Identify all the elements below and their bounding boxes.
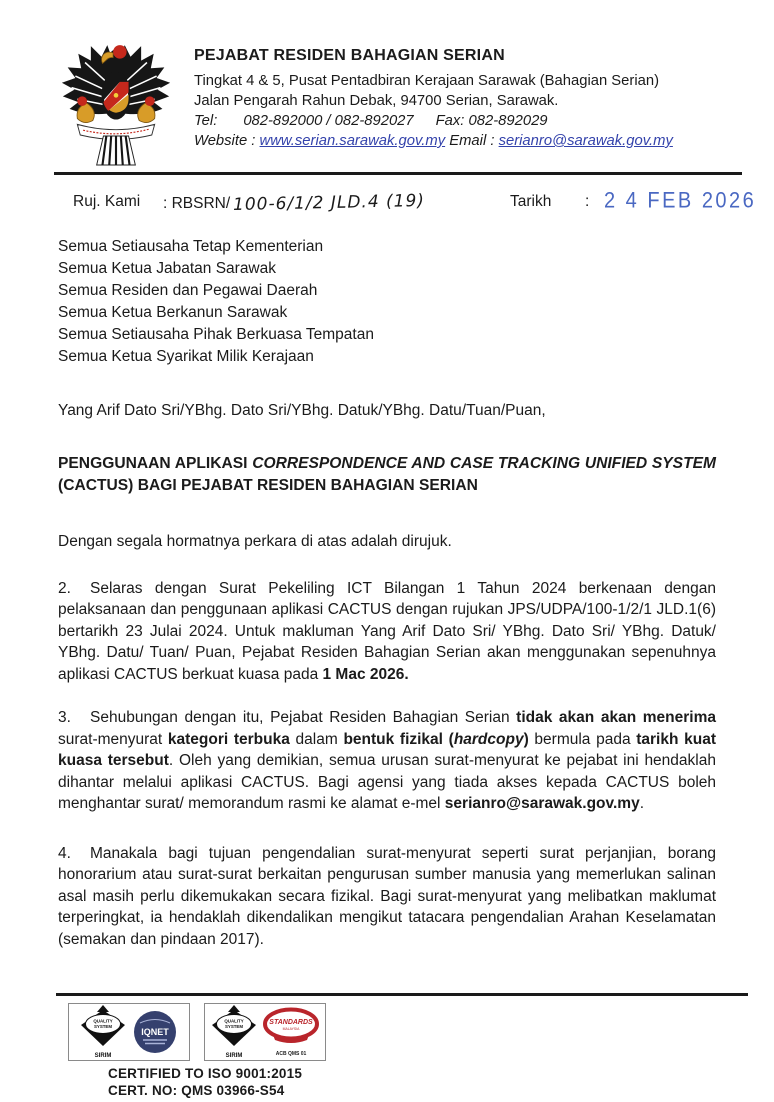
paragraph-3 xyxy=(58,707,716,815)
paragraph-text: Sehubungan dengan itu, Pejabat Residen Bahagian Serian tidak akan akan menerima surat-menyurat kategori terbuka dalam bentuk fizikal (hardcopy) bermula pada tarikh kuat kuasa tersebut. Oleh yang demikian, semua urusan surat-menyurat ke pejabat ini hendaklah dihantar melalui aplikasi CACTUS. Bagi agensi yang tiada akses kepada CACTUS boleh menghantar surat/ memorandum rasmi ke alamat e-mel serianro@sarawak.gov.my. xyxy=(58,709,716,812)
recipient-line: Semua Ketua Syarikat Milik Kerajaan xyxy=(58,348,314,365)
subject-line: PENGGUNAAN APLIKASI CORRESPONDENCE AND CASE TRACKING UNIFIED SYSTEM (CACTUS) BAGI PEJABAT RESIDEN BAHAGIAN SERIAN xyxy=(58,455,716,494)
svg-text:ACB QMS 01: ACB QMS 01 xyxy=(275,1051,306,1057)
sirim-standards-badge xyxy=(204,1003,326,1061)
iso-certification-text xyxy=(108,1065,748,1099)
ref-label: Ruj. Kami xyxy=(73,193,141,210)
sarawak-coat-of-arms-icon xyxy=(58,40,174,172)
iqnet-mark-icon xyxy=(132,1009,178,1055)
svg-text:STANDARDS: STANDARDS xyxy=(268,1019,313,1026)
recipient-line: Semua Ketua Berkanun Sarawak xyxy=(58,304,288,321)
recipient-line: Semua Residen dan Pegawai Daerah xyxy=(58,282,318,299)
svg-text:MALAYSIA: MALAYSIA xyxy=(282,1027,299,1031)
paragraph-intro xyxy=(58,531,716,553)
office-name: PEJABAT RESIDEN BAHAGIAN SERIAN xyxy=(194,47,505,64)
office-address-line1: Tingkat 4 & 5, Pusat Pentadbiran Kerajaan Sarawak (Bahagian Serian) xyxy=(194,73,660,89)
paragraph-text: Manakala bagi tujuan pengendalian surat-menyurat seperti surat perjanjian, borang honorarium atau surat-surat berkaitan pengurusan sumber manusia yang memerlukan salinan asal masih perlu dikemukakan secara fizikal. Bagi surat-menyurat yang melibatkan maklumat terperingkat, ia hendaklah dikendalikan mengikut tatacara pengendalian Arahan Keselamatan (semakan dan pindaan 2017). xyxy=(58,844,716,948)
paragraph-number: 4. xyxy=(58,844,71,862)
svg-text:SIRIM: SIRIM xyxy=(225,1053,242,1059)
paragraph-4 xyxy=(58,843,716,951)
office-web-line xyxy=(194,131,673,151)
paragraph-number: 2. xyxy=(58,579,71,597)
email-link[interactable]: serianro@sarawak.gov.my xyxy=(498,133,673,149)
paragraph-text: Selaras dengan Surat Pekeliling ICT Bilangan 1 Tahun 2024 berkenaan dengan pelaksanaan dan penggunaan aplikasi CACTUS dengan rujukan JPS/UDPA/100-1/2/1 JLD.1(6) bertarikh 23 Julai 2024. Untuk makluman Yang Arif Dato Sri/ YBhg. Dato Sri/ YBhg. Datuk/ YBhg. Datu/ Tuan/ Puan, Pejabat Residen Bahagian Serian akan menggunakan sepenuhnya aplikasi CACTUS berkuat kuasa pada 1 Mac 2026. xyxy=(58,579,716,683)
office-info xyxy=(194,40,673,172)
ref-number xyxy=(163,190,426,216)
salutation: Yang Arif Dato Sri/YBhg. Dato Sri/YBhg. Datuk/YBhg. Datu/Tuan/Puan, xyxy=(58,402,546,419)
iso-line1: CERTIFIED TO ISO 9001:2015 xyxy=(108,1066,303,1081)
website-link[interactable]: www.serian.sarawak.gov.my xyxy=(259,133,446,149)
recipient-line: Semua Ketua Jabatan Sarawak xyxy=(58,260,276,277)
letterhead xyxy=(58,40,716,172)
svg-text:SYSTEM: SYSTEM xyxy=(93,1024,112,1029)
paragraph-number: 3. xyxy=(58,709,71,726)
email-label: Email : xyxy=(449,133,495,149)
standards-malaysia-mark-icon xyxy=(263,1006,319,1058)
ref-handwritten: 100-6/1/2 JLD.4 (19) xyxy=(232,190,426,216)
fax-label: Fax: xyxy=(435,113,465,129)
date-stamp: 2 4 FEB 2026 xyxy=(604,189,757,214)
letterhead-divider xyxy=(54,172,742,175)
svg-text:SIRIM: SIRIM xyxy=(94,1053,111,1059)
date-label: Tarikh xyxy=(510,193,552,210)
paragraph-text: Dengan segala hormatnya perkara di atas adalah dirujuk. xyxy=(58,533,452,550)
paragraph-2 xyxy=(58,578,716,686)
reference-row xyxy=(58,188,757,224)
ref-printed: : RBSRN/ xyxy=(163,195,231,212)
svg-text:SYSTEM: SYSTEM xyxy=(224,1024,243,1029)
svg-text:IQNET: IQNET xyxy=(140,1027,169,1037)
svg-text:QUALITY: QUALITY xyxy=(92,1018,113,1024)
sirim-iqnet-badge xyxy=(68,1003,190,1061)
tel-value: 082-892000 / 082-892027 xyxy=(243,113,414,129)
office-phone-line xyxy=(194,111,673,131)
svg-text:QUALITY: QUALITY xyxy=(223,1018,244,1024)
fax-value: 082-892029 xyxy=(468,113,548,129)
footer xyxy=(58,993,748,1099)
recipient-line: Semua Setiausaha Tetap Kementerian xyxy=(58,238,324,255)
tel-label: Tel: xyxy=(194,113,218,129)
recipient-list xyxy=(58,236,716,368)
iso-line2: CERT. NO: QMS 03966-S54 xyxy=(108,1083,285,1098)
website-label: Website : xyxy=(194,133,256,149)
footer-divider xyxy=(56,993,748,996)
sirim-mark-icon xyxy=(81,1005,125,1059)
office-address-line2: Jalan Pengarah Rahun Debak, 94700 Serian, Sarawak. xyxy=(194,93,559,109)
date-colon: : xyxy=(585,193,590,210)
sirim-mark-icon xyxy=(212,1005,256,1059)
recipient-line: Semua Setiausaha Pihak Berkuasa Tempatan xyxy=(58,326,374,343)
certification-badges xyxy=(68,1003,748,1061)
